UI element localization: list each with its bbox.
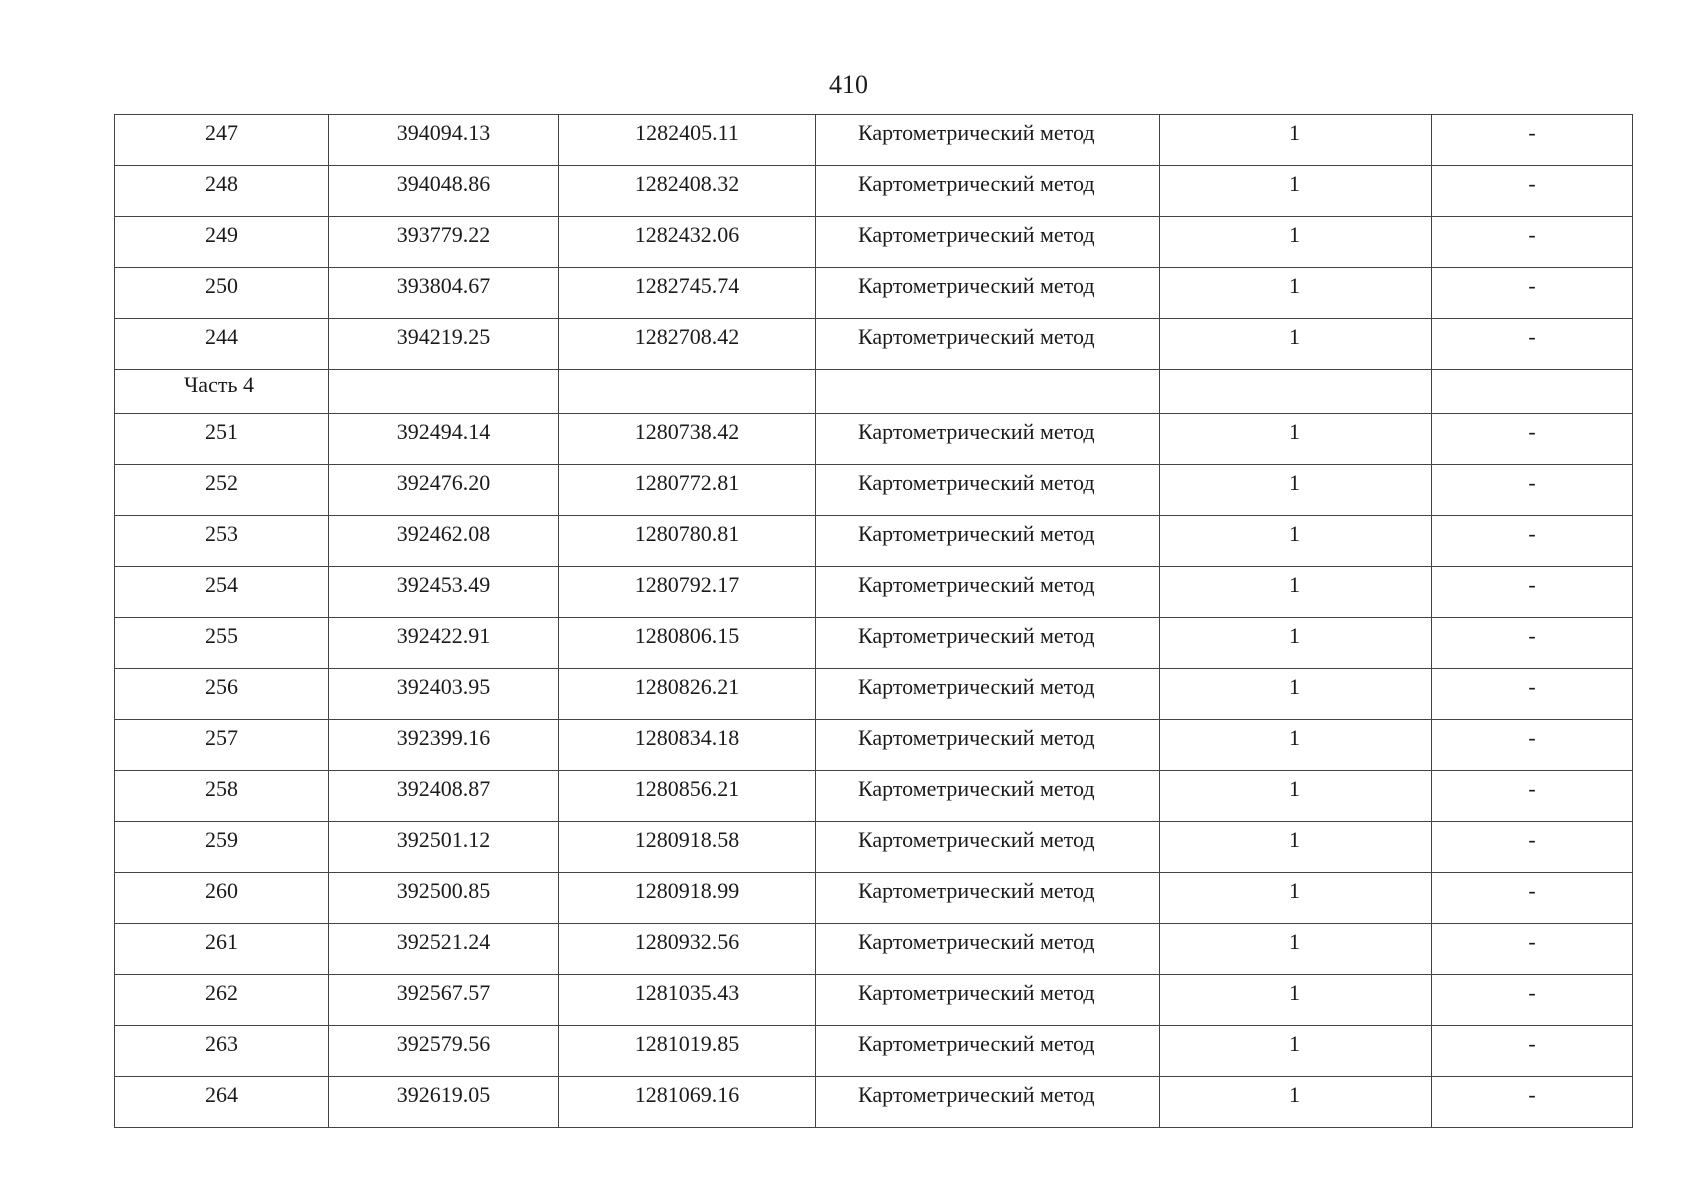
point-number-cell (115, 924, 329, 975)
method-value: Картометрический метод (858, 776, 1095, 801)
y-coordinate-value: 1282708.42 (634, 324, 740, 349)
method-cell (816, 115, 1160, 166)
count-cell (1160, 1077, 1432, 1128)
note-cell (1432, 924, 1633, 975)
method-cell (816, 924, 1160, 975)
count-value: 1 (1289, 1031, 1300, 1056)
empty-cell (559, 370, 816, 414)
method-value: Картометрический метод (858, 623, 1095, 648)
point-number-cell (115, 618, 329, 669)
empty-cell (816, 370, 1160, 414)
y-coordinate-cell (559, 319, 816, 370)
y-coordinate-value: 1280772.81 (634, 470, 740, 495)
y-coordinate-value: 1282408.32 (634, 171, 740, 196)
note-value: - (1528, 521, 1536, 546)
x-coordinate-value: 392408.87 (396, 776, 491, 801)
y-coordinate-value: 1281035.43 (634, 980, 740, 1005)
point-number-cell (115, 1026, 329, 1077)
method-value: Картометрический метод (858, 1031, 1095, 1056)
y-coordinate-cell (559, 115, 816, 166)
method-cell (816, 669, 1160, 720)
method-cell (816, 873, 1160, 924)
note-cell (1432, 975, 1633, 1026)
count-cell (1160, 771, 1432, 822)
method-value: Картометрический метод (858, 878, 1095, 903)
method-value: Картометрический метод (858, 980, 1095, 1005)
x-coordinate-value: 392567.57 (396, 980, 491, 1005)
method-cell (816, 1077, 1160, 1128)
note-cell (1432, 822, 1633, 873)
y-coordinate-cell (559, 465, 816, 516)
x-coordinate-cell (329, 975, 559, 1026)
count-value: 1 (1289, 171, 1300, 196)
point-number-value: 247 (205, 120, 238, 145)
point-number-value: 255 (205, 623, 238, 648)
count-value: 1 (1289, 572, 1300, 597)
method-cell (816, 268, 1160, 319)
y-coordinate-cell (559, 217, 816, 268)
point-number-value: 251 (205, 419, 238, 444)
count-value: 1 (1289, 273, 1300, 298)
x-coordinate-value: 392403.95 (396, 674, 491, 699)
method-cell (816, 217, 1160, 268)
method-value: Картометрический метод (858, 419, 1095, 444)
method-value: Картометрический метод (858, 827, 1095, 852)
coordinates-table-body (115, 115, 1633, 1128)
y-coordinate-cell (559, 873, 816, 924)
count-cell (1160, 319, 1432, 370)
method-cell (816, 414, 1160, 465)
note-value: - (1528, 324, 1536, 349)
count-cell (1160, 465, 1432, 516)
y-coordinate-cell (559, 516, 816, 567)
x-coordinate-value: 392521.24 (396, 929, 491, 954)
method-cell (816, 319, 1160, 370)
count-value: 1 (1289, 776, 1300, 801)
y-coordinate-value: 1281069.16 (634, 1082, 740, 1107)
note-value: - (1528, 120, 1536, 145)
point-number-cell (115, 975, 329, 1026)
method-cell (816, 975, 1160, 1026)
method-value: Картометрический метод (858, 470, 1095, 495)
point-number-cell (115, 166, 329, 217)
y-coordinate-value: 1280738.42 (634, 419, 740, 444)
method-cell (816, 822, 1160, 873)
count-cell (1160, 924, 1432, 975)
point-number-cell (115, 669, 329, 720)
table-row (115, 618, 1633, 669)
note-value: - (1528, 623, 1536, 648)
y-coordinate-value: 1282405.11 (635, 120, 739, 145)
x-coordinate-cell (329, 771, 559, 822)
x-coordinate-value: 392422.91 (396, 623, 491, 648)
x-coordinate-cell (329, 217, 559, 268)
count-value: 1 (1289, 324, 1300, 349)
point-number-cell (115, 1077, 329, 1128)
y-coordinate-value: 1282745.74 (634, 273, 740, 298)
count-value: 1 (1289, 827, 1300, 852)
point-number-cell (115, 720, 329, 771)
count-cell (1160, 618, 1432, 669)
table-row (115, 268, 1633, 319)
count-cell (1160, 873, 1432, 924)
method-value: Картометрический метод (858, 572, 1095, 597)
x-coordinate-cell (329, 166, 559, 217)
x-coordinate-cell (329, 414, 559, 465)
point-number-value: 250 (205, 273, 238, 298)
y-coordinate-cell (559, 924, 816, 975)
x-coordinate-value: 392453.49 (396, 572, 491, 597)
note-value: - (1528, 171, 1536, 196)
method-value: Картометрический метод (858, 273, 1095, 298)
table-row (115, 217, 1633, 268)
x-coordinate-cell (329, 1026, 559, 1077)
point-number-cell (115, 414, 329, 465)
method-cell (816, 1026, 1160, 1077)
note-value: - (1528, 222, 1536, 247)
note-cell (1432, 465, 1633, 516)
x-coordinate-cell (329, 669, 559, 720)
y-coordinate-value: 1280792.17 (634, 572, 740, 597)
note-value: - (1528, 470, 1536, 495)
note-cell (1432, 217, 1633, 268)
y-coordinate-cell (559, 567, 816, 618)
note-value: - (1528, 776, 1536, 801)
y-coordinate-value: 1280806.15 (634, 623, 740, 648)
x-coordinate-value: 394219.25 (396, 324, 491, 349)
count-cell (1160, 720, 1432, 771)
method-value: Картометрический метод (858, 725, 1095, 750)
y-coordinate-cell (559, 166, 816, 217)
section-header-row (115, 370, 1633, 414)
y-coordinate-value: 1280918.58 (634, 827, 740, 852)
note-value: - (1528, 674, 1536, 699)
x-coordinate-value: 392619.05 (396, 1082, 491, 1107)
x-coordinate-cell (329, 873, 559, 924)
x-coordinate-cell (329, 618, 559, 669)
count-cell (1160, 567, 1432, 618)
note-cell (1432, 873, 1633, 924)
method-value: Картометрический метод (858, 171, 1095, 196)
count-cell (1160, 166, 1432, 217)
count-value: 1 (1289, 929, 1300, 954)
note-value: - (1528, 725, 1536, 750)
count-value: 1 (1289, 120, 1300, 145)
method-value: Картометрический метод (858, 674, 1095, 699)
point-number-cell (115, 465, 329, 516)
note-value: - (1528, 273, 1536, 298)
y-coordinate-value: 1280918.99 (634, 878, 740, 903)
point-number-value: 262 (205, 980, 238, 1005)
y-coordinate-cell (559, 1026, 816, 1077)
note-value: - (1528, 827, 1536, 852)
point-number-value: 248 (205, 171, 238, 196)
note-value: - (1528, 929, 1536, 954)
table-row (115, 465, 1633, 516)
page-number: 410 (829, 70, 868, 99)
table-row (115, 924, 1633, 975)
empty-cell (329, 370, 559, 414)
x-coordinate-cell (329, 567, 559, 618)
method-cell (816, 166, 1160, 217)
y-coordinate-cell (559, 975, 816, 1026)
note-cell (1432, 567, 1633, 618)
x-coordinate-cell (329, 516, 559, 567)
y-coordinate-cell (559, 618, 816, 669)
table-row (115, 975, 1633, 1026)
point-number-value: 249 (205, 222, 238, 247)
table-row (115, 822, 1633, 873)
method-value: Картометрический метод (858, 929, 1095, 954)
count-value: 1 (1289, 419, 1300, 444)
empty-cell (1160, 370, 1432, 414)
section-label: Часть 4 (184, 372, 254, 397)
count-cell (1160, 414, 1432, 465)
method-value: Картометрический метод (858, 120, 1095, 145)
note-cell (1432, 720, 1633, 771)
method-value: Картометрический метод (858, 521, 1095, 546)
count-cell (1160, 115, 1432, 166)
count-value: 1 (1289, 623, 1300, 648)
count-value: 1 (1289, 674, 1300, 699)
y-coordinate-cell (559, 822, 816, 873)
y-coordinate-cell (559, 268, 816, 319)
count-value: 1 (1289, 1082, 1300, 1107)
y-coordinate-value: 1280780.81 (634, 521, 740, 546)
point-number-value: 254 (205, 572, 238, 597)
x-coordinate-value: 392462.08 (396, 521, 491, 546)
x-coordinate-cell (329, 1077, 559, 1128)
point-number-cell (115, 217, 329, 268)
point-number-value: 259 (205, 827, 238, 852)
point-number-value: 261 (205, 929, 238, 954)
table-row (115, 669, 1633, 720)
note-cell (1432, 771, 1633, 822)
x-coordinate-value: 394094.13 (396, 120, 491, 145)
empty-cell (1432, 370, 1633, 414)
point-number-cell (115, 268, 329, 319)
note-value: - (1528, 980, 1536, 1005)
point-number-cell (115, 115, 329, 166)
x-coordinate-value: 392494.14 (396, 419, 491, 444)
x-coordinate-cell (329, 115, 559, 166)
y-coordinate-value: 1281019.85 (634, 1031, 740, 1056)
method-cell (816, 567, 1160, 618)
y-coordinate-cell (559, 1077, 816, 1128)
method-cell (816, 771, 1160, 822)
point-number-value: 256 (205, 674, 238, 699)
x-coordinate-value: 392500.85 (396, 878, 491, 903)
point-number-value: 257 (205, 725, 238, 750)
method-value: Картометрический метод (858, 324, 1095, 349)
x-coordinate-value: 392501.12 (396, 827, 491, 852)
point-number-cell (115, 516, 329, 567)
x-coordinate-cell (329, 465, 559, 516)
y-coordinate-cell (559, 669, 816, 720)
table-row (115, 771, 1633, 822)
y-coordinate-cell (559, 720, 816, 771)
point-number-cell (115, 567, 329, 618)
count-cell (1160, 975, 1432, 1026)
method-cell (816, 618, 1160, 669)
note-value: - (1528, 1031, 1536, 1056)
count-value: 1 (1289, 980, 1300, 1005)
point-number-value: 244 (205, 324, 238, 349)
count-cell (1160, 268, 1432, 319)
note-cell (1432, 1077, 1633, 1128)
point-number-cell (115, 873, 329, 924)
count-cell (1160, 669, 1432, 720)
x-coordinate-cell (329, 822, 559, 873)
count-cell (1160, 1026, 1432, 1077)
note-cell (1432, 268, 1633, 319)
table-row (115, 115, 1633, 166)
point-number-cell (115, 319, 329, 370)
note-cell (1432, 1026, 1633, 1077)
count-value: 1 (1289, 222, 1300, 247)
table-row (115, 1026, 1633, 1077)
method-cell (816, 465, 1160, 516)
note-cell (1432, 516, 1633, 567)
x-coordinate-cell (329, 268, 559, 319)
note-cell (1432, 414, 1633, 465)
note-cell (1432, 618, 1633, 669)
x-coordinate-cell (329, 924, 559, 975)
x-coordinate-value: 392476.20 (396, 470, 491, 495)
point-number-value: 263 (205, 1031, 238, 1056)
note-value: - (1528, 1082, 1536, 1107)
y-coordinate-cell (559, 414, 816, 465)
x-coordinate-value: 394048.86 (396, 171, 491, 196)
table-row (115, 1077, 1633, 1128)
point-number-value: 258 (205, 776, 238, 801)
point-number-value: 260 (205, 878, 238, 903)
method-cell (816, 720, 1160, 771)
point-number-cell (115, 822, 329, 873)
x-coordinate-cell (329, 720, 559, 771)
y-coordinate-cell (559, 771, 816, 822)
note-value: - (1528, 419, 1536, 444)
point-number-cell (115, 771, 329, 822)
count-value: 1 (1289, 521, 1300, 546)
table-row (115, 567, 1633, 618)
table-row (115, 319, 1633, 370)
note-value: - (1528, 878, 1536, 903)
x-coordinate-value: 392399.16 (396, 725, 491, 750)
x-coordinate-value: 392579.56 (396, 1031, 491, 1056)
method-cell (816, 516, 1160, 567)
y-coordinate-value: 1280932.56 (634, 929, 740, 954)
y-coordinate-value: 1282432.06 (634, 222, 740, 247)
table-row (115, 516, 1633, 567)
table-row (115, 720, 1633, 771)
table-row (115, 414, 1633, 465)
method-value: Картометрический метод (858, 222, 1095, 247)
y-coordinate-value: 1280826.21 (634, 674, 740, 699)
count-cell (1160, 516, 1432, 567)
note-value: - (1528, 572, 1536, 597)
note-cell (1432, 669, 1633, 720)
method-value: Картометрический метод (858, 1082, 1095, 1107)
count-cell (1160, 217, 1432, 268)
coordinates-table (114, 114, 1633, 1128)
y-coordinate-value: 1280856.21 (634, 776, 740, 801)
point-number-value: 253 (205, 521, 238, 546)
point-number-value: 264 (205, 1082, 238, 1107)
note-cell (1432, 115, 1633, 166)
table-row (115, 873, 1633, 924)
x-coordinate-cell (329, 319, 559, 370)
x-coordinate-value: 393804.67 (396, 273, 491, 298)
count-value: 1 (1289, 725, 1300, 750)
count-value: 1 (1289, 470, 1300, 495)
point-number-value: 252 (205, 470, 238, 495)
table-row (115, 166, 1633, 217)
count-cell (1160, 822, 1432, 873)
x-coordinate-value: 393779.22 (396, 222, 491, 247)
section-label-cell (115, 370, 329, 414)
y-coordinate-value: 1280834.18 (634, 725, 740, 750)
note-cell (1432, 166, 1633, 217)
note-cell (1432, 319, 1633, 370)
count-value: 1 (1289, 878, 1300, 903)
